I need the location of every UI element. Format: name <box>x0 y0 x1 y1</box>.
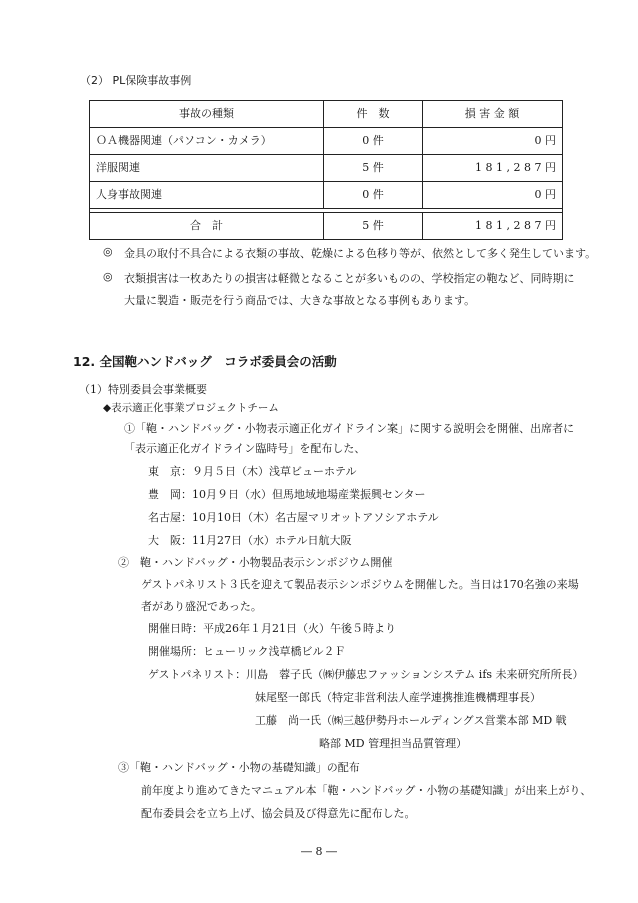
item1-line1: ①「鞄・ハンドバッグ・小物表示適正化ガイドライン案」に関する説明会を開催、出席者に <box>124 422 575 435</box>
note-mark: ◎ <box>103 270 113 283</box>
row-count: 5 件 <box>324 155 423 181</box>
row-count: 0 件 <box>324 128 423 154</box>
note-text: 金具の取付不具合による衣類の事故、乾燥による色移り等が、依然として多く発生しています。 <box>124 247 597 260</box>
row-type: ＯＡ機器関連（パソコン・カメラ） <box>90 128 324 154</box>
table-header-row <box>90 101 562 128</box>
item2-line1: ② 鞄・ハンドバッグ・小物製品表示シンポジウム開催 <box>118 556 393 569</box>
venue-item: 名古屋：10月10日（木）名古屋マリオットアソシアホテル <box>148 511 439 524</box>
event-date: 開催日時：平成26年１月21日（火）午後５時より <box>148 622 396 635</box>
row-type: 洋服関連 <box>90 155 324 181</box>
total-amount: 1 8 1 , 2 8 7 円 <box>475 219 556 232</box>
note-text: 衣類損害は一枚あたりの損害は軽微となることが多いものの、学校指定の鞄など、同時期に <box>124 272 575 285</box>
table-total-row <box>90 213 562 239</box>
panelist-3: 工藤 尚一氏（㈱三越伊勢丹ホールディングス営業本部 MD 戦 <box>255 714 567 727</box>
total-label: 合 計 <box>90 213 324 239</box>
item1-line2: 「表示適正化ガイドライン臨時号」を配布した、 <box>124 442 366 455</box>
row-count: 0 件 <box>324 182 423 208</box>
row-amount: 0 円 <box>534 134 556 147</box>
pl-section-heading: （2） PL保険事故事例 <box>80 74 192 87</box>
header-type: 事故の種類 <box>90 101 324 127</box>
item3-line2: 前年度より進めてきたマニュアル本「鞄・ハンドバッグ・小物の基礎知識」が出来上がり、 <box>141 784 592 797</box>
note-mark: ◎ <box>103 245 113 258</box>
item3-line1: ③「鞄・ハンドバッグ・小物の基礎知識」の配布 <box>118 761 360 774</box>
section-title: 12. 全国鞄ハンドバッグ コラボ委員会の活動 <box>73 354 337 369</box>
row-type: 人身事故関連 <box>90 182 324 208</box>
table-row <box>90 128 562 155</box>
total-count: 5 件 <box>324 213 423 239</box>
row-amount: 0 円 <box>534 188 556 201</box>
venue-item: 東 京：９月５日（木）浅草ビューホテル <box>148 465 357 478</box>
header-amount: 損 害 金 額 <box>464 107 520 120</box>
venue-item: 大 阪：11月27日（水）ホテル日航大阪 <box>148 534 352 547</box>
panelist-3-cont: 略部 MD 管理担当品質管理） <box>319 737 468 750</box>
item2-line2: ゲストパネリスト３氏を迎えて製品表示シンポジウムを開催した。当日は170名強の来場 <box>141 578 579 591</box>
note-text-cont: 大量に製造・販売を行う商品では、大きな事故となる事例もあります。 <box>124 294 476 307</box>
header-count: 件 数 <box>324 101 423 127</box>
panelist-2: 妹尾堅一郎氏（特定非営利法人産学連携推進機構理事長） <box>255 691 541 704</box>
table-row <box>90 155 562 182</box>
venue-item: 豊 岡：10月９日（水）但馬地域地場産業振興センター <box>148 488 426 501</box>
panelist-1: ゲストパネリスト：川島 蓉子氏（㈱伊藤忠ファッションシステム ifs 未来研究所所長） <box>148 668 584 681</box>
row-amount: 1 8 1 , 2 8 7 円 <box>475 161 556 174</box>
table-row <box>90 182 562 209</box>
subsection-heading: （1）特別委員会事業概要 <box>79 383 207 396</box>
item3-line3: 配布委員会を立ち上げ、協会員及び得意先に配布した。 <box>141 807 416 820</box>
event-place: 開催場所：ヒューリック浅草橋ビル２Ｆ <box>148 645 346 658</box>
page-number: ― 8 ― <box>301 845 337 858</box>
item2-line3: 者があり盛況であった。 <box>141 600 262 613</box>
project-team-heading: ◆表示適正化事業プロジェクトチーム <box>103 402 279 414</box>
pl-accident-table <box>89 100 563 240</box>
